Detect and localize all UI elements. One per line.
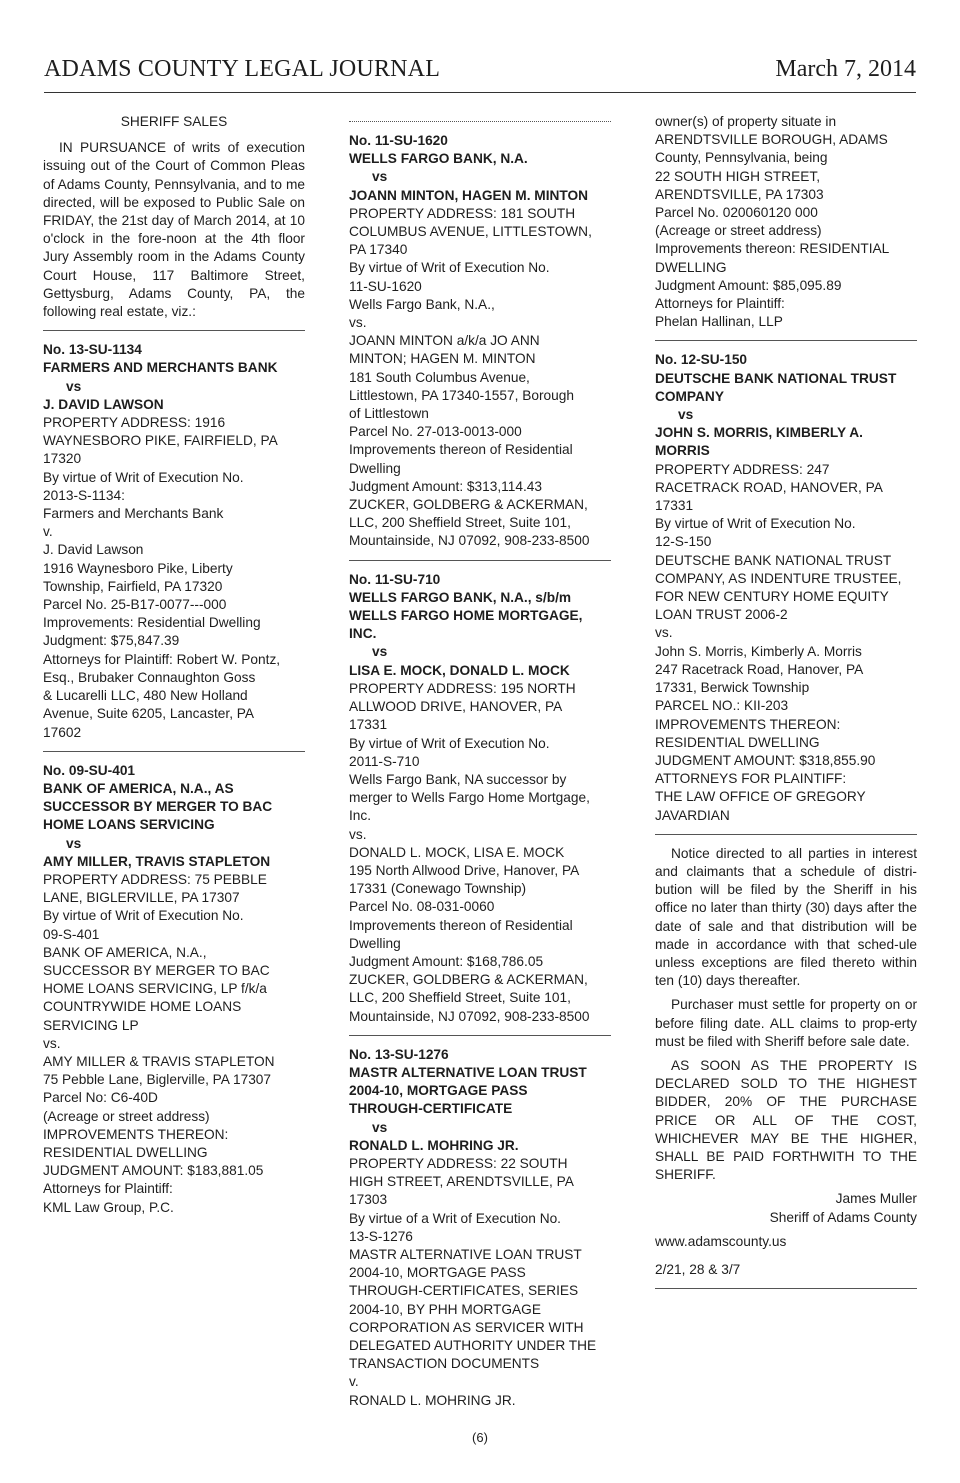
case-detail-line: ZUCKER, GOLDBERG & ACKERMAN, [349,497,588,513]
case-detail-line: PROPERTY ADDRESS: 75 PEBBLE [43,871,267,887]
case-detail-line: Parcel No. 020060120 000 [655,205,818,221]
party-line: RONALD L. MOHRING JR. [349,1137,519,1153]
case-number: No. 12-SU-150 [655,352,748,368]
intro-paragraph: IN PURSUANCE of writs of execution issuing out of the Court of Common Pleas of Adams County, Pennsylvania, and to me directed, will be exposed to Public Sale on FRIDAY, the 21st day of March 2014, at 10 o'clock in the fore-noon at the 4th floor Jury Assembly room in the Adams County Court House, 117 Baltimore Street, Gettysburg, Adams County, PA, the following real estate, viz.: [43,140,305,320]
case-number: No. 09-SU-401 [43,762,136,778]
case-detail-line: 2004-10, MORTGAGE PASS [349,1265,526,1281]
case-detail-line: ATTORNEYS FOR PLAINTIFF: [655,771,847,787]
party-line: THROUGH-CERTIFICATE [349,1101,513,1117]
case-detail-line: owner(s) of property situate in [655,114,837,129]
case-detail-line: LLC, 200 Sheffield Street, Suite 101, [349,515,571,531]
case-detail-line: PROPERTY ADDRESS: 22 SOUTH [349,1155,568,1171]
case-detail-line: PROPERTY ADDRESS: 195 NORTH [349,680,576,696]
case-entry [349,132,611,551]
divider [655,1288,917,1289]
case-number: No. 13-SU-1134 [43,342,142,358]
case-detail-line: FOR NEW CENTURY HOME EQUITY [655,589,889,605]
case-detail-line: PROPERTY ADDRESS: 247 [655,461,830,477]
case-detail-line: By virtue of Writ of Execution No. [349,260,550,276]
party-line: WELLS FARGO BANK, N.A., s/b/m [349,589,572,605]
divider [43,751,305,752]
case-detail-line: Avenue, Suite 6205, Lancaster, PA [43,706,255,722]
case-detail-line: JOANN MINTON a/k/a JO ANN [349,333,540,349]
page-number: (6) [472,1430,488,1445]
case-detail-line: Dwelling [349,460,401,476]
party-line: WELLS FARGO BANK, N.A. [349,151,528,167]
case-detail-line: vs. [349,315,367,331]
case-detail-line: JAVARDIAN [655,807,730,823]
case-detail-line: LOAN TRUST 2006-2 [655,607,788,623]
sheriff-title: Sheriff of Adams County [769,1209,917,1225]
divider [43,330,305,331]
case-detail-line: Improvements thereon: RESIDENTIAL [655,241,890,257]
case-detail-line: 17303 [349,1192,388,1208]
run-dates: 2/21, 28 & 3/7 [655,1261,741,1277]
case-detail-line: PROPERTY ADDRESS: 1916 [43,415,226,431]
party-line: 2004-10, MORTGAGE PASS [349,1083,528,1099]
sheriff-name: James Muller [835,1191,917,1207]
settlement-notice: Purchaser must settle for property on or before filing date. ALL claims to prop-erty must be filed with Sheriff before sale date. [655,997,917,1049]
case-detail-line: Judgment Amount: $168,786.05 [349,953,544,969]
case-detail-line: Parcel No. 08-031-0060 [349,899,495,915]
case-number: No. 13-SU-1276 [349,1046,449,1062]
divider [655,340,917,341]
case-detail-line: Township, Fairfield, PA 17320 [43,578,223,594]
case-detail-line: MINTON; HAGEN M. MINTON [349,351,536,367]
case-detail-line: 22 SOUTH HIGH STREET, [655,168,821,184]
case-detail-line: Attorneys for Plaintiff: [43,1181,173,1197]
case-detail-line: (Acreage or street address) [43,1108,210,1124]
column-2 [349,113,611,1410]
divider [655,834,917,835]
case-detail-line: 2011-S-710 [349,753,420,769]
case-detail-line: vs. [43,1035,61,1051]
case-detail-line: County, Pennsylvania, being [655,150,828,166]
case-detail-line: Mountainside, NJ 07092, 908-233-8500 [349,1008,590,1024]
case-detail-line: vs. [655,625,673,641]
party-line: BANK OF AMERICA, N.A., AS [43,780,234,796]
case-detail-line: Esq., Brubaker Connaughton Goss [43,669,256,685]
party-line: SUCCESSOR BY MERGER TO BAC [43,799,273,815]
case-detail-line: Wells Fargo Bank, NA successor by [349,771,567,787]
case-detail-line: RESIDENTIAL DWELLING [43,1144,208,1160]
case-detail-line: DEUTSCHE BANK NATIONAL TRUST [655,552,892,568]
case-detail-line: 17320 [43,451,82,467]
divider [349,560,611,561]
divider [349,121,611,122]
case-detail-line: Farmers and Merchants Bank [43,506,224,522]
case-detail-line: Parcel No: C6-40D [43,1090,158,1106]
case-detail-line: LANE, BIGLERVILLE, PA 17307 [43,890,240,906]
party-line: AMY MILLER, TRAVIS STAPLETON [43,853,271,869]
case-detail-line: HOME LOANS SERVICING, LP f/k/a [43,981,267,997]
case-detail-line: 17331 [349,717,388,733]
party-line: JOHN S. MORRIS, KIMBERLY A. [655,425,863,441]
versus-label: vs [66,835,82,851]
case-detail-line: 12-S-150 [655,534,712,550]
case-detail-line: 1916 Waynesboro Pike, Liberty [43,560,233,576]
case-detail-line: ARENDTSVILLE, PA 17303 [655,186,824,202]
case-detail-line: 2004-10, BY PHH MORTGAGE [349,1301,541,1317]
case-detail-line: Improvements: Residential Dwelling [43,615,261,631]
party-line: LISA E. MOCK, DONALD L. MOCK [349,662,570,678]
case-detail-line: MASTR ALTERNATIVE LOAN TRUST [349,1246,582,1262]
case-detail-line: 17602 [43,724,82,740]
case-detail-line: vs. [349,826,367,842]
case-detail-line: DELEGATED AUTHORITY UNDER THE [349,1338,597,1353]
party-line: HOME LOANS SERVICING [43,817,215,833]
case-detail-line: 17331 [655,498,694,514]
case-detail-line: Improvements thereon of Residential [349,917,573,933]
case-detail-line: By virtue of Writ of Execution No. [43,908,244,924]
case-entry [349,571,611,1026]
case-detail-line: 17331 (Conewago Township) [349,881,527,897]
party-line: JOANN MINTON, HAGEN M. MINTON [349,187,589,203]
versus-label: vs [678,407,694,423]
case-detail-line: v. [43,524,53,540]
case-detail-line: AMY MILLER & TRAVIS STAPLETON [43,1053,275,1069]
case-detail-line: CORPORATION AS SERVICER WITH [349,1319,584,1335]
case-detail-line: Parcel No. 25-B17-0077---000 [43,597,227,613]
case-detail-line: COLUMBUS AVENUE, LITTLESTOWN, [349,224,592,240]
case-continuation [655,113,917,331]
masthead [44,50,916,93]
case-detail-line: IMPROVEMENTS THEREON: [43,1126,229,1142]
party-line: WELLS FARGO HOME MORTGAGE, [349,608,583,624]
case-entry [349,1046,611,1410]
case-detail-line: Phelan Hallinan, LLP [655,314,783,330]
case-detail-line: 181 South Columbus Avenue, [349,369,530,385]
case-detail-line: Attorneys for Plaintiff: [655,296,785,312]
case-detail-line: of Littlestown [349,406,429,422]
party-line: MASTR ALTERNATIVE LOAN TRUST [349,1064,587,1080]
case-detail-line: SERVICING LP [43,1017,139,1033]
case-detail-line: Wells Fargo Bank, N.A., [349,296,495,312]
case-number: No. 11-SU-1620 [349,133,448,148]
case-detail-line: RESIDENTIAL DWELLING [655,734,820,750]
party-line: COMPANY [655,388,724,404]
case-detail-line: ALLWOOD DRIVE, HANOVER, PA [349,699,563,715]
website-link[interactable]: www.adamscounty.us [655,1233,787,1249]
case-detail-line: 09-S-401 [43,926,100,942]
case-detail-line: THROUGH-CERTIFICATES, SERIES [349,1283,579,1299]
case-detail-line: Littlestown, PA 17340-1557, Borough [349,387,574,403]
case-detail-line: SUCCESSOR BY MERGER TO BAC [43,962,270,978]
case-detail-line: ZUCKER, GOLDBERG & ACKERMAN, [349,972,588,988]
party-line: FARMERS AND MERCHANTS BANK [43,360,278,376]
journal-title: ADAMS COUNTY LEGAL JOURNAL [44,56,441,82]
case-detail-line: DWELLING [655,259,727,275]
case-entry [43,341,305,741]
column-3 [655,113,917,1299]
issue-date: March 7, 2014 [775,56,916,82]
case-detail-line: DONALD L. MOCK, LISA E. MOCK [349,844,565,860]
party-line: MORRIS [655,443,710,459]
case-detail-line: 247 Racetrack Road, Hanover, PA [655,661,864,677]
party-line: J. DAVID LAWSON [43,396,164,412]
case-detail-line: Judgment Amount: $85,095.89 [655,277,842,293]
column-1 [43,113,305,1217]
case-detail-line: COUNTRYWIDE HOME LOANS [43,999,242,1015]
case-detail-line: ARENDTSVILLE BOROUGH, ADAMS [655,132,888,148]
case-detail-line: & Lucarelli LLC, 480 New Holland [43,688,248,704]
case-detail-line: RACETRACK ROAD, HANOVER, PA [655,479,883,495]
case-detail-line: PA 17340 [349,242,408,258]
case-detail-line: (Acreage or street address) [655,223,822,239]
case-detail-line: Parcel No. 27-013-0013-000 [349,424,522,440]
case-detail-line: Judgment: $75,847.39 [43,633,180,649]
case-detail-line: BANK OF AMERICA, N.A., [43,944,207,960]
case-detail-line: 13-S-1276 [349,1228,413,1244]
case-detail-line: JUDGMENT AMOUNT: $318,855.90 [655,752,876,768]
party-line: DEUTSCHE BANK NATIONAL TRUST [655,370,897,386]
case-detail-line: COMPANY, AS INDENTURE TRUSTEE, [655,570,902,586]
case-detail-line: Judgment Amount: $313,114.43 [349,478,543,494]
case-detail-line: Improvements thereon of Residential [349,442,573,458]
payment-notice: AS SOON AS THE PROPERTY IS DECLARED SOLD TO THE HIGHEST BIDDER, 20% OF THE PURCHASE PRICE OR ALL OF THE COST, WHICHEVER MAY BE THE HIGHER, SHALL BE PAID FORTHWITH TO THE SHERIFF. [655,1057,917,1183]
versus-label: vs [372,644,388,660]
case-detail-line: v. [349,1374,359,1390]
versus-label: vs [66,378,82,394]
case-detail-line: 75 Pebble Lane, Biglerville, PA 17307 [43,1072,272,1088]
case-detail-line: 11-SU-1620 [349,278,422,294]
case-detail-line: TRANSACTION DOCUMENTS [349,1356,540,1372]
case-detail-line: By virtue of Writ of Execution No. [43,469,244,485]
case-detail-line: merger to Wells Fargo Home Mortgage, [349,790,590,806]
case-detail-line: 195 North Allwood Drive, Hanover, PA [349,862,580,878]
case-detail-line: WAYNESBORO PIKE, FAIRFIELD, PA [43,433,278,449]
case-entry [43,762,305,1217]
case-detail-line: HIGH STREET, ARENDTSVILLE, PA [349,1174,574,1190]
case-number: No. 11-SU-710 [349,571,441,587]
case-detail-line: JUDGMENT AMOUNT: $183,881.05 [43,1163,264,1179]
case-detail-line: PROPERTY ADDRESS: 181 SOUTH [349,205,576,221]
case-detail-line: By virtue of Writ of Execution No. [349,735,550,751]
case-detail-line: Mountainside, NJ 07092, 908-233-8500 [349,533,590,549]
case-detail-line: By virtue of Writ of Execution No. [655,516,856,532]
case-detail-line: 2013-S-1134: [43,487,125,503]
case-detail-line: 17331, Berwick Township [655,680,810,696]
case-detail-line: By virtue of a Writ of Execution No. [349,1210,561,1226]
case-detail-line: IMPROVEMENTS THEREON: [655,716,841,732]
versus-label: vs [372,169,388,185]
distribution-notice: Notice directed to all parties in interest and claimants that a schedule of distri-bution will be filed by the Sheriff in his office no later than thirty (30) days after the date of sale and that distribution will be made in accordance with that sched-ule unless exceptions are filed thereto within ten (10) days thereafter. [655,845,917,989]
case-detail-line: Attorneys for Plaintiff: Robert W. Pontz, [43,651,281,667]
versus-label: vs [372,1119,388,1135]
case-detail-line: J. David Lawson [43,542,144,558]
case-detail-line: PARCEL NO.: KII-203 [655,698,789,714]
case-detail-line: Inc. [349,808,372,824]
case-detail-line: RONALD L. MOHRING JR. [349,1392,516,1408]
case-detail-line: Dwelling [349,935,401,951]
case-detail-line: John S. Morris, Kimberly A. Morris [655,643,862,659]
party-line: INC. [349,626,377,642]
case-entry [655,351,917,824]
section-heading: SHERIFF SALES [120,114,228,129]
case-detail-line: LLC, 200 Sheffield Street, Suite 101, [349,990,571,1006]
case-detail-line: THE LAW OFFICE OF GREGORY [655,789,866,805]
case-detail-line: KML Law Group, P.C. [43,1199,174,1215]
divider [349,1035,611,1036]
